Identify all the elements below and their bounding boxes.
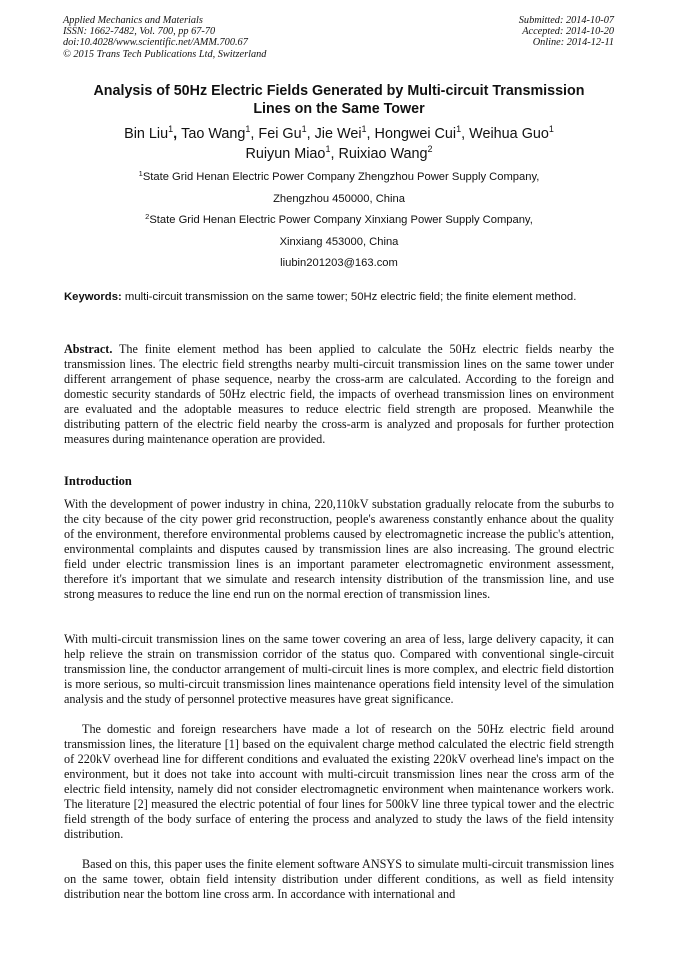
journal-issn: ISSN: 1662-7482, Vol. 700, pp 67-70 xyxy=(63,26,216,38)
author-aff-mark: 1 xyxy=(548,124,554,134)
author-name: Weihua Guo xyxy=(469,126,549,142)
author-aff-mark: 1 xyxy=(361,124,367,134)
affiliation-2-line-1: $^2$State Grid Henan Electric Power Company Xinxiang Power Supply Company, xyxy=(145,212,533,226)
author-name: Bin Liu xyxy=(124,126,169,142)
author-aff-mark: 1 xyxy=(168,124,174,134)
author-line-2: Ruiyun Miao$^1$, Ruixiao Wang$^2$ xyxy=(245,144,433,162)
affiliation-2-line-2: Xinxiang 453000, China xyxy=(279,236,399,248)
abstract xyxy=(64,342,614,447)
author-name: Jie Wei xyxy=(314,126,362,142)
author-list xyxy=(40,124,638,164)
title-line-1: Analysis of 50Hz Electric Fields Generated by Multi-circuit Transmission xyxy=(93,83,585,99)
keywords-label: Keywords: xyxy=(64,291,122,303)
keywords-text: multi-circuit transmission on the same tower; 50Hz electric field; the finite element method. xyxy=(124,291,577,303)
submitted-date: Submitted: 2014-10-07 xyxy=(518,15,614,26)
intro-paragraph-3: The domestic and foreign researchers have made a lot of research on the 50Hz electric field around transmission lines, the literature [1] based on the equivalent charge method calculated the electric field strength of 220kV overhead line for different conditions and evaluated the existing 220kV overhead line's impact on the environment, but it does not take into account with multi-circuit transmission lines near the cross arm of the electric field intensity, namely did not consider electromagnetic environment when maintenance workers work. The literature [2] measured the electric potential of four lines for 500kV line three typical tower and the electric field strength of the body surface of entering the process and analyzed to study the laws of the field intensity distribution. xyxy=(64,722,614,841)
intro-paragraph-1: With the development of power industry in china, 220,110kV substation gradually relocate from the suburbs to the city because of the city power grid reconstruction, people's awareness constantly enhance about the quality of the environment, therefore environmental problems caused by electromagnetic increase the public's attention, environmental complaints and disputes caused by transmission lines are also increasing. The ground electric field under electric transmission lines is an important parameter electromagnetic environment assessment, therefore it's important that we simulate and research intensity distribution of the transmission line, and use strong measures to reduce the line end run on the normal erection of transmission lines. xyxy=(64,497,614,601)
author-name: Ruiyun Miao xyxy=(245,146,326,162)
author-email: liubin201203@163.com xyxy=(280,257,398,269)
affiliation-1-line-2: Zhengzhou 450000, China xyxy=(273,193,405,205)
journal-name: Applied Mechanics and Materials xyxy=(63,15,203,26)
intro-paragraph-2: With multi-circuit transmission lines on the same tower covering an area of less, large delivery capacity, it can help relieve the strain on transmission corridor of the status quo. Compared with conventional single-circuit transmission line, the conductor arrangement of multi-circuit lines is more complex, and electric field distortion is more serious, so multi-circuit transmission lines maintenance operations field intensity level of the simulation analysis and the study of personnel protective measures have great significance. xyxy=(64,632,614,706)
accepted-date: Accepted: 2014-10-20 xyxy=(522,26,614,38)
affiliation-1-line-1: $^1$State Grid Henan Electric Power Company Zhengzhou Power Supply Company, xyxy=(138,169,540,183)
author-name: Fei Gu xyxy=(258,126,302,142)
author-name: Hongwei Cui xyxy=(374,126,457,142)
journal-copyright: © 2015 Trans Tech Publications Ltd, Switzerland xyxy=(63,48,267,60)
intro-paragraph-4: Based on this, this paper uses the finite element software ANSYS to simulate multi-circuit transmission lines on the same tower, obtain field intensity distribution under different conditions, as well as field intensity distribution near the bottom line cross arm. In accordance with international and xyxy=(64,857,614,901)
title-line-2: Lines on the Same Tower xyxy=(253,101,425,117)
paper-title xyxy=(50,82,628,118)
author-aff-mark: 1 xyxy=(301,124,307,134)
author-aff-mark: 1 xyxy=(456,124,462,134)
keywords xyxy=(64,290,614,304)
affiliation-mark: 1 xyxy=(138,169,143,178)
author-name: Ruixiao Wang xyxy=(338,146,428,162)
online-date: Online: 2014-12-11 xyxy=(532,37,614,49)
journal-info xyxy=(63,15,266,60)
author-aff-mark: 1 xyxy=(245,124,251,134)
section-heading: Introduction xyxy=(64,474,132,488)
journal-doi: doi:10.4028/www.scientific.net/AMM.700.67 xyxy=(63,37,248,49)
dates-info xyxy=(519,15,614,49)
author-aff-mark: 1 xyxy=(325,144,331,154)
author-aff-mark: 2 xyxy=(427,144,433,154)
abstract-label: Abstract. xyxy=(64,342,113,356)
abstract-text: The finite element method has been applied to calculate the 50Hz electric fields nearby the transmission lines. The electric field strengths nearby multi-circuit transmission lines on the same tower under different arrangement of phase sequence, nearby the cross-arm are calculated. According to the foreign and domestic security standards of 50Hz electric field, the impacts of overhead transmission lines on environment are evaluated and the adoptable measures to reduce electric field strength are proposed. Meanwhile the distributing pattern of the electric field nearby the cross-arm is analyzed and proposals for further protection measures during maintenance operation are provided. xyxy=(64,342,615,446)
author-line-1: Bin Liu$^1$, Tao Wang$^1$, Fei Gu$^1$, Jie Wei$^1$, Hongwei Cui$^1$, Weihua Guo$^1$ xyxy=(124,124,554,142)
author-name: Tao Wang xyxy=(181,126,246,142)
affiliation-mark: 2 xyxy=(145,212,150,221)
